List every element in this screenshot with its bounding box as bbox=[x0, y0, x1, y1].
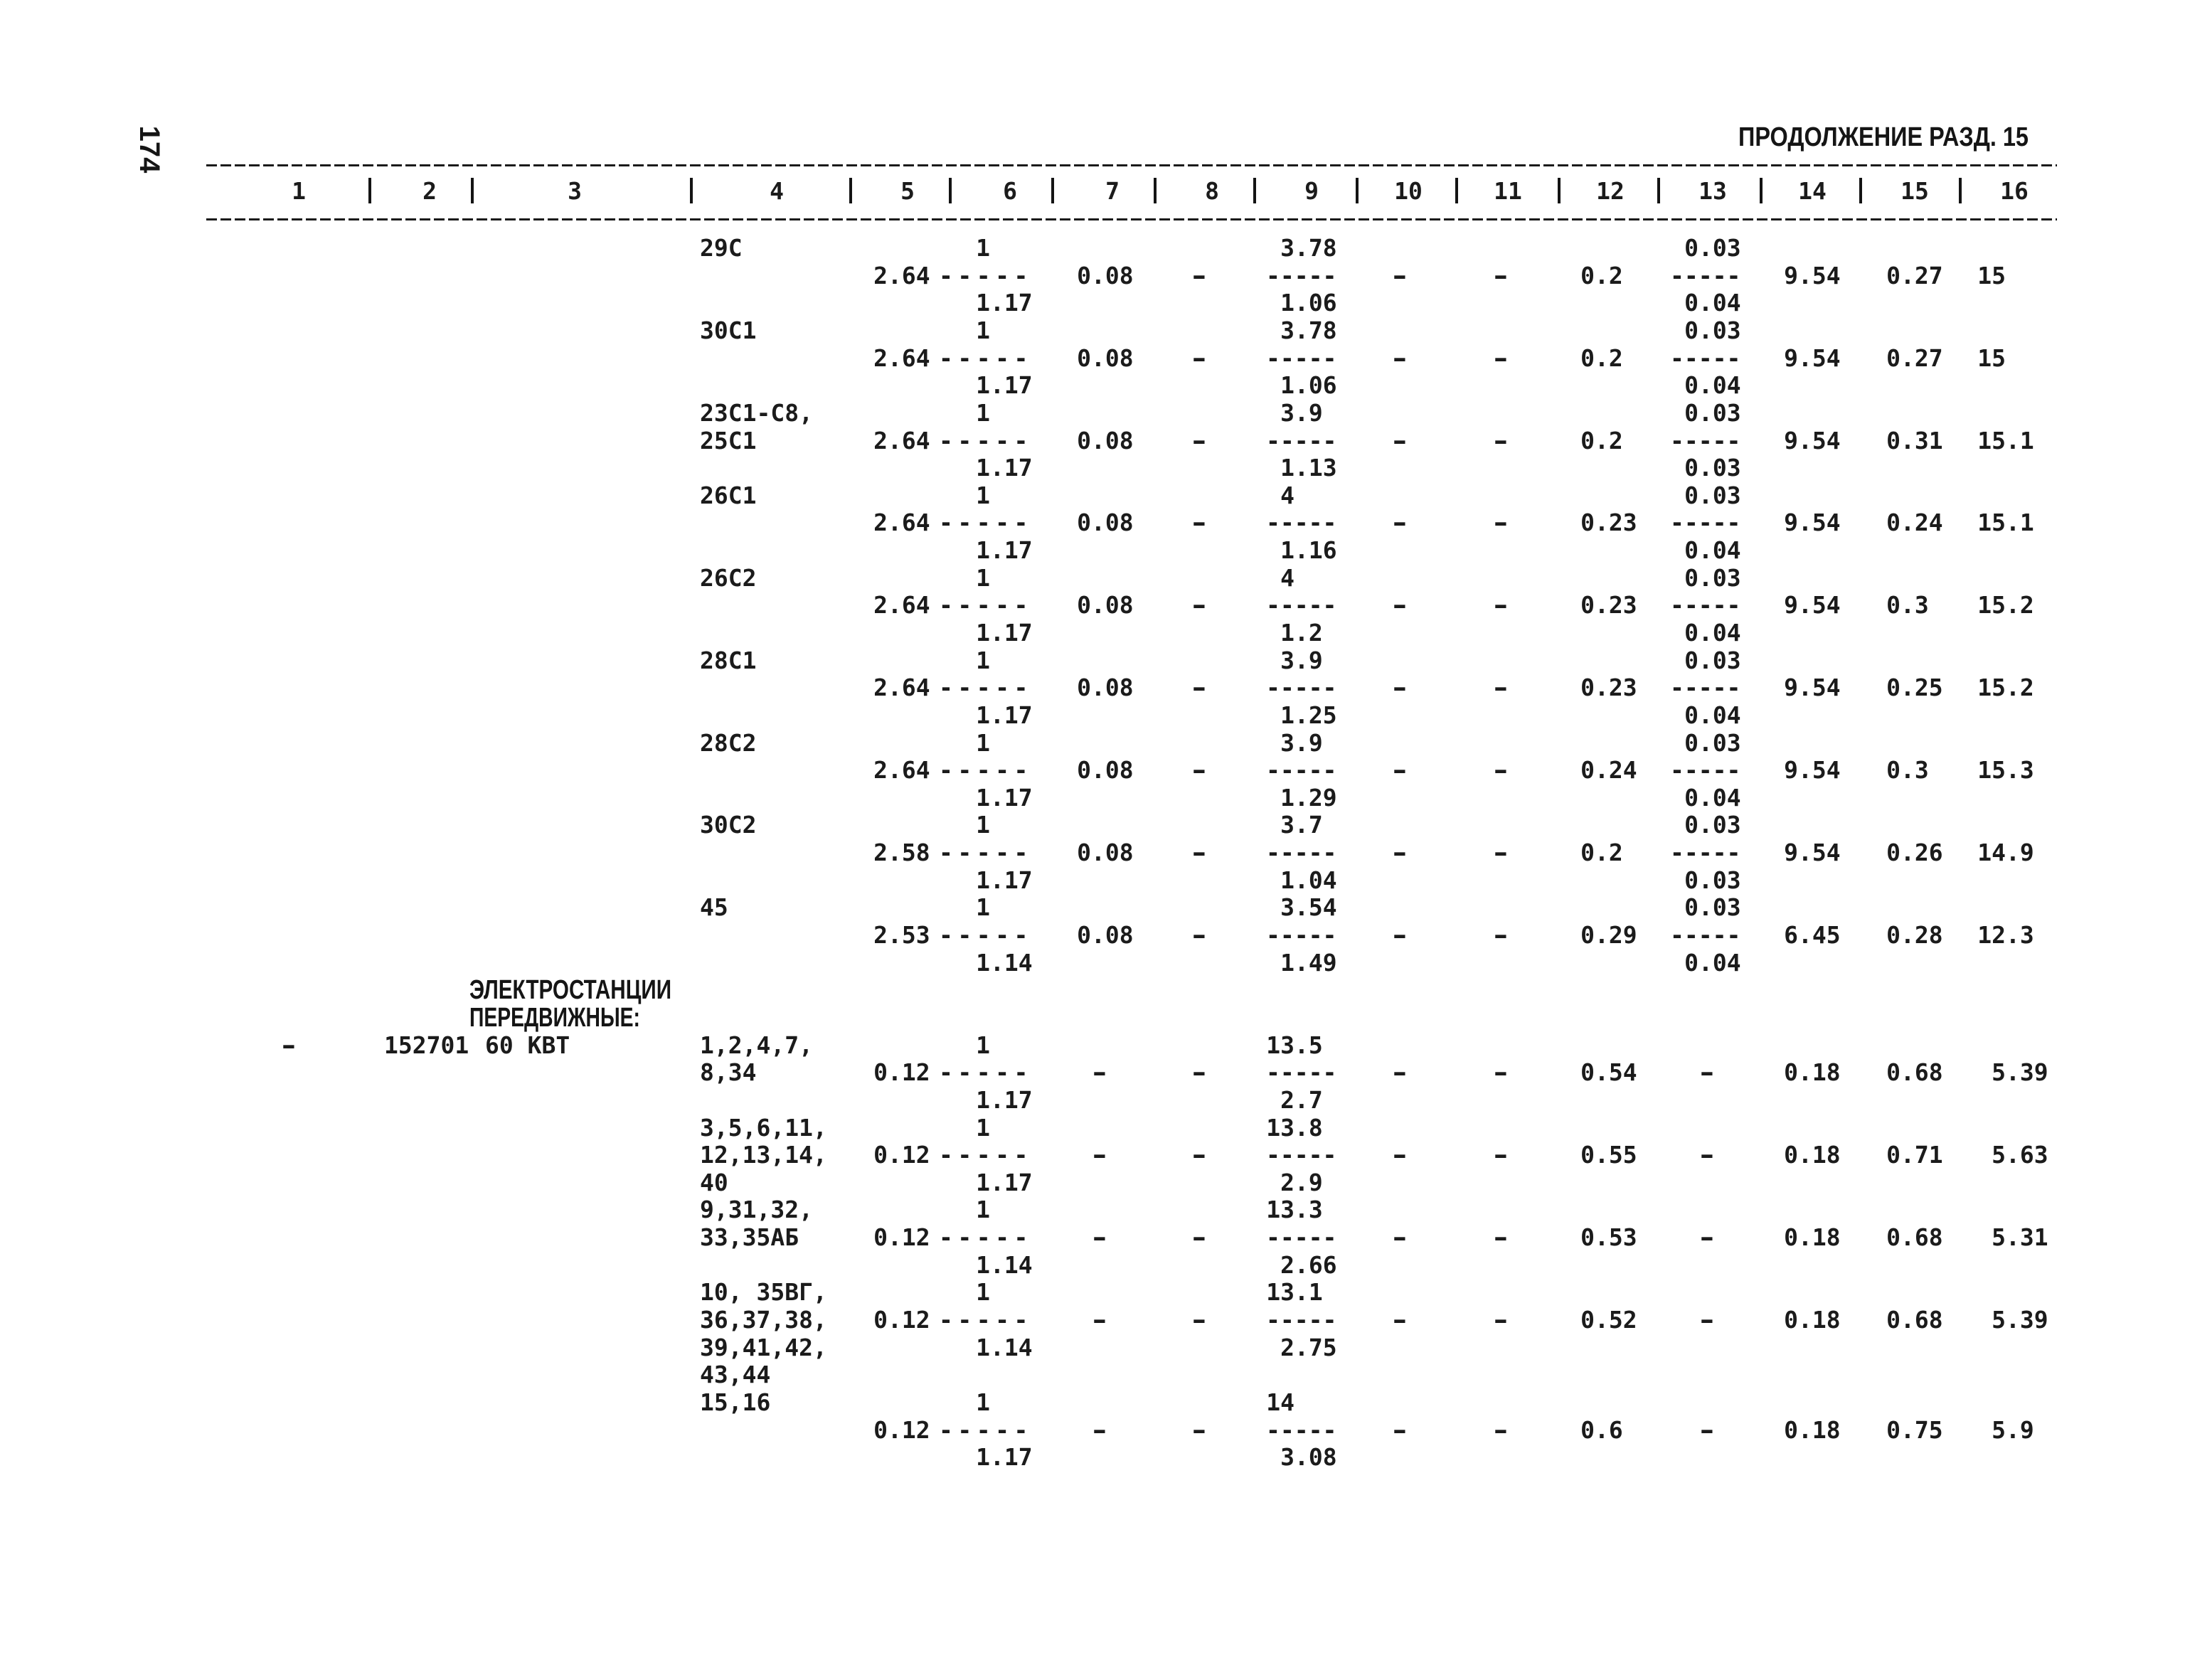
cell-col16: 5.63 bbox=[1992, 1141, 2048, 1169]
row-label-line: 15,16 bbox=[700, 1388, 771, 1416]
fraction-denominator: 1.17 bbox=[976, 454, 1033, 482]
dash: - bbox=[1389, 591, 1410, 620]
fraction-bar: ----- bbox=[1670, 344, 1741, 372]
fraction-bar: ----- bbox=[939, 1415, 1033, 1444]
dash: - bbox=[1089, 1415, 1110, 1444]
row-label-line: 12,13,14, bbox=[700, 1141, 827, 1169]
fraction-bar: ----- bbox=[1266, 344, 1337, 372]
cell-col5: 2.64 bbox=[873, 426, 930, 454]
column-number: 3 bbox=[568, 177, 582, 205]
dash: - bbox=[1389, 509, 1410, 537]
cell-col5: 2.58 bbox=[873, 839, 930, 867]
row-label-line: 29С bbox=[700, 234, 743, 262]
fraction-numerator: 1 bbox=[976, 1196, 990, 1224]
cell-col14: 9.54 bbox=[1784, 756, 1841, 785]
column-number: 16 bbox=[2000, 177, 2029, 205]
cell-col5: 2.64 bbox=[873, 674, 930, 702]
fraction-denominator: 0.04 bbox=[1684, 619, 1741, 647]
dash: - bbox=[1389, 426, 1410, 454]
fraction-numerator: 4 bbox=[1280, 481, 1294, 509]
fraction-bar: ----- bbox=[1266, 839, 1337, 867]
cell-col15: 0.31 bbox=[1886, 426, 1943, 454]
fraction-numerator: 1 bbox=[976, 646, 990, 674]
dash: - bbox=[1696, 1141, 1718, 1169]
dash: - bbox=[1189, 344, 1210, 372]
cell-col12: 0.54 bbox=[1580, 1058, 1637, 1087]
cell-col16: 12.3 bbox=[1977, 921, 2034, 949]
dash: - bbox=[1089, 1058, 1110, 1087]
section-heading-line: ЭЛЕКТРОСТАНЦИИ bbox=[469, 975, 672, 1006]
column-number: 4 bbox=[770, 177, 784, 205]
dash: - bbox=[1389, 1223, 1410, 1251]
fraction-bar: ----- bbox=[1266, 1058, 1337, 1087]
column-number: 15 bbox=[1900, 177, 1929, 205]
cell-col7: 0.08 bbox=[1077, 261, 1134, 289]
dash: - bbox=[1189, 261, 1210, 289]
section-continuation-header: ПРОДОЛЖЕНИЕ РАЗД. 15 bbox=[1738, 122, 2029, 152]
fraction-bar: ----- bbox=[939, 921, 1033, 949]
fraction-bar: ----- bbox=[1670, 839, 1741, 867]
cell-col5: 2.64 bbox=[873, 509, 930, 537]
dash: - bbox=[1089, 1141, 1110, 1169]
column-number: 9 bbox=[1304, 177, 1319, 205]
column-number: 14 bbox=[1798, 177, 1827, 205]
cell-col7: 0.08 bbox=[1077, 674, 1134, 702]
fraction-numerator: 0.03 bbox=[1684, 893, 1741, 922]
dash: - bbox=[278, 1031, 299, 1059]
fraction-numerator: 4 bbox=[1280, 563, 1294, 592]
fraction-denominator: 1.17 bbox=[976, 289, 1033, 317]
fraction-numerator: 1 bbox=[976, 1388, 990, 1416]
fraction-bar: ----- bbox=[1266, 674, 1337, 702]
fraction-denominator: 0.04 bbox=[1684, 536, 1741, 564]
row-label-line: 3,5,6,11, bbox=[700, 1113, 827, 1142]
fraction-denominator: 2.9 bbox=[1280, 1168, 1323, 1196]
fraction-bar: ----- bbox=[939, 674, 1033, 702]
fraction-bar: ----- bbox=[1266, 921, 1337, 949]
fraction-denominator: 1.17 bbox=[976, 1168, 1033, 1196]
cell-col15: 0.28 bbox=[1886, 921, 1943, 949]
cell-col12: 0.23 bbox=[1580, 509, 1637, 537]
cell-col16: 5.9 bbox=[1992, 1415, 2034, 1444]
dash: - bbox=[1696, 1306, 1718, 1334]
row-label-line: 30С1 bbox=[700, 316, 757, 344]
row-label-line: 23С1-С8, bbox=[700, 398, 813, 427]
row-label-line: 28С2 bbox=[700, 728, 757, 757]
fraction-denominator: 1.14 bbox=[976, 1250, 1033, 1279]
row-label-line: 43,44 bbox=[700, 1361, 771, 1389]
row-label-line: 36,37,38, bbox=[700, 1306, 827, 1334]
cell-col5: 2.64 bbox=[873, 344, 930, 372]
fraction-numerator: 13.1 bbox=[1266, 1278, 1323, 1307]
column-number: 5 bbox=[900, 177, 915, 205]
page-number: 174 bbox=[134, 125, 165, 174]
cell-col7: 0.08 bbox=[1077, 344, 1134, 372]
item-code: 152701 bbox=[384, 1031, 469, 1059]
dash: - bbox=[1696, 1415, 1718, 1444]
cell-col7: 0.08 bbox=[1077, 426, 1134, 454]
cell-col15: 0.24 bbox=[1886, 509, 1943, 537]
cell-col5: 0.12 bbox=[873, 1141, 930, 1169]
cell-col16: 5.31 bbox=[1992, 1223, 2048, 1251]
dash: - bbox=[1189, 756, 1210, 785]
fraction-denominator: 2.66 bbox=[1280, 1250, 1337, 1279]
dash: - bbox=[1189, 1058, 1210, 1087]
column-number: 8 bbox=[1205, 177, 1219, 205]
cell-col7: 0.08 bbox=[1077, 756, 1134, 785]
cell-col5: 2.53 bbox=[873, 921, 930, 949]
cell-col7: 0.08 bbox=[1077, 921, 1134, 949]
fraction-numerator: 13.8 bbox=[1266, 1113, 1323, 1142]
cell-col15: 0.27 bbox=[1886, 261, 1943, 289]
cell-col15: 0.68 bbox=[1886, 1223, 1943, 1251]
dash: - bbox=[1490, 1223, 1511, 1251]
fraction-denominator: 1.2 bbox=[1280, 619, 1323, 647]
cell-col14: 0.18 bbox=[1784, 1141, 1841, 1169]
cell-col15: 0.68 bbox=[1886, 1058, 1943, 1087]
dash: - bbox=[1189, 509, 1210, 537]
fraction-bar: ----- bbox=[1266, 261, 1337, 289]
fraction-numerator: 0.03 bbox=[1684, 811, 1741, 839]
cell-col5: 0.12 bbox=[873, 1306, 930, 1334]
column-number: 10 bbox=[1394, 177, 1423, 205]
fraction-bar: ----- bbox=[1670, 261, 1741, 289]
cell-col12: 0.23 bbox=[1580, 591, 1637, 620]
cell-col16: 15 bbox=[1977, 344, 2006, 372]
column-number: 11 bbox=[1494, 177, 1522, 205]
dash: - bbox=[1089, 1306, 1110, 1334]
column-number: 2 bbox=[422, 177, 437, 205]
dash: - bbox=[1696, 1223, 1718, 1251]
fraction-denominator: 1.17 bbox=[976, 371, 1033, 400]
dash: - bbox=[1389, 756, 1410, 785]
cell-col12: 0.2 bbox=[1580, 839, 1623, 867]
fraction-bar: ----- bbox=[939, 344, 1033, 372]
fraction-numerator: 3.9 bbox=[1280, 728, 1323, 757]
fraction-denominator: 1.16 bbox=[1280, 536, 1337, 564]
fraction-numerator: 1 bbox=[976, 234, 990, 262]
fraction-denominator: 1.06 bbox=[1280, 289, 1337, 317]
fraction-bar: ----- bbox=[939, 1058, 1033, 1087]
fraction-denominator: 1.25 bbox=[1280, 701, 1337, 729]
dash: - bbox=[1490, 674, 1511, 702]
cell-col15: 0.3 bbox=[1886, 756, 1929, 785]
fraction-bar: ----- bbox=[939, 1306, 1033, 1334]
cell-col15: 0.75 bbox=[1886, 1415, 1943, 1444]
cell-col16: 5.39 bbox=[1992, 1058, 2048, 1087]
dash: - bbox=[1089, 1223, 1110, 1251]
item-name: 60 КВТ bbox=[485, 1031, 570, 1059]
fraction-numerator: 1 bbox=[976, 728, 990, 757]
fraction-bar: ----- bbox=[1266, 1306, 1337, 1334]
dash: - bbox=[1389, 921, 1410, 949]
fraction-bar: ----- bbox=[939, 591, 1033, 620]
row-label-line: 39,41,42, bbox=[700, 1333, 827, 1361]
fraction-numerator: 3.9 bbox=[1280, 646, 1323, 674]
row-label-line: 25С1 bbox=[700, 426, 757, 454]
fraction-numerator: 13.3 bbox=[1266, 1196, 1323, 1224]
cell-col14: 0.18 bbox=[1784, 1223, 1841, 1251]
fraction-numerator: 1 bbox=[976, 316, 990, 344]
cell-col14: 0.18 bbox=[1784, 1058, 1841, 1087]
dash: - bbox=[1189, 1141, 1210, 1169]
fraction-bar: ----- bbox=[939, 839, 1033, 867]
cell-col14: 9.54 bbox=[1784, 261, 1841, 289]
fraction-numerator: 14 bbox=[1266, 1388, 1295, 1416]
cell-col12: 0.2 bbox=[1580, 344, 1623, 372]
row-label-line: 26С1 bbox=[700, 481, 757, 509]
cell-col16: 5.39 bbox=[1992, 1306, 2048, 1334]
dash: - bbox=[1490, 591, 1511, 620]
dash: - bbox=[1389, 1141, 1410, 1169]
fraction-denominator: 1.17 bbox=[976, 866, 1033, 894]
fraction-bar: ----- bbox=[1670, 674, 1741, 702]
dash: - bbox=[1189, 674, 1210, 702]
fraction-denominator: 1.14 bbox=[976, 1333, 1033, 1361]
fraction-numerator: 0.03 bbox=[1684, 398, 1741, 427]
fraction-denominator: 1.14 bbox=[976, 948, 1033, 977]
dash: - bbox=[1490, 426, 1511, 454]
cell-col5: 2.64 bbox=[873, 756, 930, 785]
cell-col7: 0.08 bbox=[1077, 839, 1134, 867]
row-label-line: 8,34 bbox=[700, 1058, 757, 1087]
cell-col12: 0.53 bbox=[1580, 1223, 1637, 1251]
row-label-line: 45 bbox=[700, 893, 728, 922]
fraction-denominator: 1.17 bbox=[976, 619, 1033, 647]
dash: - bbox=[1389, 261, 1410, 289]
cell-col16: 15.1 bbox=[1977, 509, 2034, 537]
cell-col16: 15.1 bbox=[1977, 426, 2034, 454]
fraction-bar: ----- bbox=[1266, 1141, 1337, 1169]
cell-col14: 9.54 bbox=[1784, 591, 1841, 620]
fraction-numerator: 0.03 bbox=[1684, 316, 1741, 344]
fraction-denominator: 1.13 bbox=[1280, 454, 1337, 482]
cell-col14: 9.54 bbox=[1784, 839, 1841, 867]
row-label-line: 9,31,32, bbox=[700, 1196, 813, 1224]
fraction-denominator: 1.04 bbox=[1280, 866, 1337, 894]
cell-col16: 15 bbox=[1977, 261, 2006, 289]
fraction-bar: ----- bbox=[1266, 1415, 1337, 1444]
dash: - bbox=[1490, 756, 1511, 785]
row-label-line: 33,35АБ bbox=[700, 1223, 799, 1251]
fraction-numerator: 1 bbox=[976, 1113, 990, 1142]
fraction-denominator: 1.17 bbox=[976, 1443, 1033, 1472]
fraction-bar: ----- bbox=[1266, 1223, 1337, 1251]
cell-col7: 0.08 bbox=[1077, 591, 1134, 620]
dash: - bbox=[1189, 1223, 1210, 1251]
fraction-numerator: 1 bbox=[976, 1031, 990, 1059]
fraction-bar: ----- bbox=[1266, 756, 1337, 785]
fraction-numerator: 0.03 bbox=[1684, 563, 1741, 592]
cell-col15: 0.3 bbox=[1886, 591, 1929, 620]
row-label-line: 10, 35ВГ, bbox=[700, 1278, 827, 1307]
fraction-numerator: 3.54 bbox=[1280, 893, 1337, 922]
fraction-bar: ----- bbox=[1670, 921, 1741, 949]
fraction-bar: ----- bbox=[939, 756, 1033, 785]
cell-col14: 0.18 bbox=[1784, 1415, 1841, 1444]
fraction-denominator: 1.17 bbox=[976, 536, 1033, 564]
row-label-line: 28С1 bbox=[700, 646, 757, 674]
fraction-numerator: 0.03 bbox=[1684, 481, 1741, 509]
column-number: 12 bbox=[1596, 177, 1625, 205]
cell-col5: 0.12 bbox=[873, 1223, 930, 1251]
dash: - bbox=[1490, 344, 1511, 372]
cell-col14: 9.54 bbox=[1784, 344, 1841, 372]
fraction-numerator: 1 bbox=[976, 481, 990, 509]
cell-col15: 0.68 bbox=[1886, 1306, 1943, 1334]
fraction-denominator: 3.08 bbox=[1280, 1443, 1337, 1472]
cell-col15: 0.71 bbox=[1886, 1141, 1943, 1169]
cell-col14: 9.54 bbox=[1784, 509, 1841, 537]
fraction-numerator: 3.7 bbox=[1280, 811, 1323, 839]
fraction-denominator: 0.03 bbox=[1684, 454, 1741, 482]
fraction-bar: ----- bbox=[939, 1141, 1033, 1169]
fraction-numerator: 3.78 bbox=[1280, 234, 1337, 262]
fraction-denominator: 0.04 bbox=[1684, 948, 1741, 977]
dash: - bbox=[1389, 839, 1410, 867]
cell-col16: 15.2 bbox=[1977, 674, 2034, 702]
dash: - bbox=[1389, 344, 1410, 372]
fraction-numerator: 1 bbox=[976, 893, 990, 922]
fraction-denominator: 1.49 bbox=[1280, 948, 1337, 977]
dash: - bbox=[1490, 261, 1511, 289]
cell-col14: 6.45 bbox=[1784, 921, 1841, 949]
cell-col5: 0.12 bbox=[873, 1058, 930, 1087]
cell-col12: 0.52 bbox=[1580, 1306, 1637, 1334]
row-label-line: 1,2,4,7, bbox=[700, 1031, 813, 1059]
cell-col15: 0.25 bbox=[1886, 674, 1943, 702]
dash: - bbox=[1490, 839, 1511, 867]
fraction-denominator: 1.29 bbox=[1280, 783, 1337, 812]
fraction-bar: ----- bbox=[1670, 591, 1741, 620]
dash: - bbox=[1189, 426, 1210, 454]
cell-col15: 0.26 bbox=[1886, 839, 1943, 867]
cell-col12: 0.2 bbox=[1580, 261, 1623, 289]
fraction-denominator: 1.17 bbox=[976, 783, 1033, 812]
fraction-denominator: 0.04 bbox=[1684, 701, 1741, 729]
fraction-bar: ----- bbox=[1266, 426, 1337, 454]
dash: - bbox=[1490, 1306, 1511, 1334]
dash: - bbox=[1490, 509, 1511, 537]
column-number: 7 bbox=[1105, 177, 1120, 205]
fraction-denominator: 2.75 bbox=[1280, 1333, 1337, 1361]
cell-col14: 9.54 bbox=[1784, 426, 1841, 454]
fraction-numerator: 0.03 bbox=[1684, 234, 1741, 262]
cell-col12: 0.29 bbox=[1580, 921, 1637, 949]
fraction-denominator: 1.17 bbox=[976, 1085, 1033, 1114]
column-number: 1 bbox=[292, 177, 306, 205]
fraction-bar: ----- bbox=[939, 261, 1033, 289]
dash: - bbox=[1189, 1415, 1210, 1444]
dash: - bbox=[1189, 839, 1210, 867]
dash: - bbox=[1389, 674, 1410, 702]
cell-col7: 0.08 bbox=[1077, 509, 1134, 537]
fraction-numerator: 1 bbox=[976, 1278, 990, 1307]
fraction-bar: ----- bbox=[1266, 509, 1337, 537]
fraction-numerator: 0.03 bbox=[1684, 646, 1741, 674]
fraction-numerator: 13.5 bbox=[1266, 1031, 1323, 1059]
row-label-line: 30С2 bbox=[700, 811, 757, 839]
dash: - bbox=[1189, 591, 1210, 620]
row-label-line: 40 bbox=[700, 1168, 728, 1196]
dash: - bbox=[1189, 1306, 1210, 1334]
fraction-denominator: 1.06 bbox=[1280, 371, 1337, 400]
cell-col5: 2.64 bbox=[873, 261, 930, 289]
dash: - bbox=[1490, 1141, 1511, 1169]
cell-col14: 0.18 bbox=[1784, 1306, 1841, 1334]
dash: - bbox=[1389, 1415, 1410, 1444]
dash: - bbox=[1490, 921, 1511, 949]
dash: - bbox=[1189, 921, 1210, 949]
fraction-denominator: 1.17 bbox=[976, 701, 1033, 729]
fraction-bar: ----- bbox=[1670, 426, 1741, 454]
dash: - bbox=[1490, 1058, 1511, 1087]
cell-col16: 15.2 bbox=[1977, 591, 2034, 620]
fraction-bar: ----- bbox=[939, 426, 1033, 454]
cell-col5: 0.12 bbox=[873, 1415, 930, 1444]
fraction-bar: ----- bbox=[939, 1223, 1033, 1251]
fraction-numerator: 1 bbox=[976, 563, 990, 592]
fraction-bar: ----- bbox=[1266, 591, 1337, 620]
column-number: 13 bbox=[1698, 177, 1727, 205]
cell-col12: 0.23 bbox=[1580, 674, 1637, 702]
cell-col5: 2.64 bbox=[873, 591, 930, 620]
cell-col16: 15.3 bbox=[1977, 756, 2034, 785]
fraction-numerator: 1 bbox=[976, 398, 990, 427]
dash: - bbox=[1389, 1058, 1410, 1087]
section-heading-line: ПЕРЕДВИЖНЫЕ: bbox=[469, 1002, 640, 1033]
cell-col15: 0.27 bbox=[1886, 344, 1943, 372]
fraction-numerator: 0.03 bbox=[1684, 728, 1741, 757]
fraction-numerator: 3.78 bbox=[1280, 316, 1337, 344]
cell-col12: 0.55 bbox=[1580, 1141, 1637, 1169]
fraction-bar: ----- bbox=[1670, 756, 1741, 785]
fraction-denominator: 0.04 bbox=[1684, 289, 1741, 317]
cell-col14: 9.54 bbox=[1784, 674, 1841, 702]
fraction-bar: ----- bbox=[1670, 509, 1741, 537]
cell-col16: 14.9 bbox=[1977, 839, 2034, 867]
fraction-denominator: 0.03 bbox=[1684, 866, 1741, 894]
fraction-numerator: 1 bbox=[976, 811, 990, 839]
fraction-denominator: 0.04 bbox=[1684, 783, 1741, 812]
dash: - bbox=[1389, 1306, 1410, 1334]
fraction-bar: ----- bbox=[939, 509, 1033, 537]
cell-col12: 0.24 bbox=[1580, 756, 1637, 785]
fraction-numerator: 3.9 bbox=[1280, 398, 1323, 427]
cell-col12: 0.6 bbox=[1580, 1415, 1623, 1444]
dash: - bbox=[1696, 1058, 1718, 1087]
row-label-line: 26С2 bbox=[700, 563, 757, 592]
fraction-denominator: 2.7 bbox=[1280, 1085, 1323, 1114]
column-number: 6 bbox=[1003, 177, 1017, 205]
cell-col12: 0.2 bbox=[1580, 426, 1623, 454]
fraction-denominator: 0.04 bbox=[1684, 371, 1741, 400]
dash: - bbox=[1490, 1415, 1511, 1444]
